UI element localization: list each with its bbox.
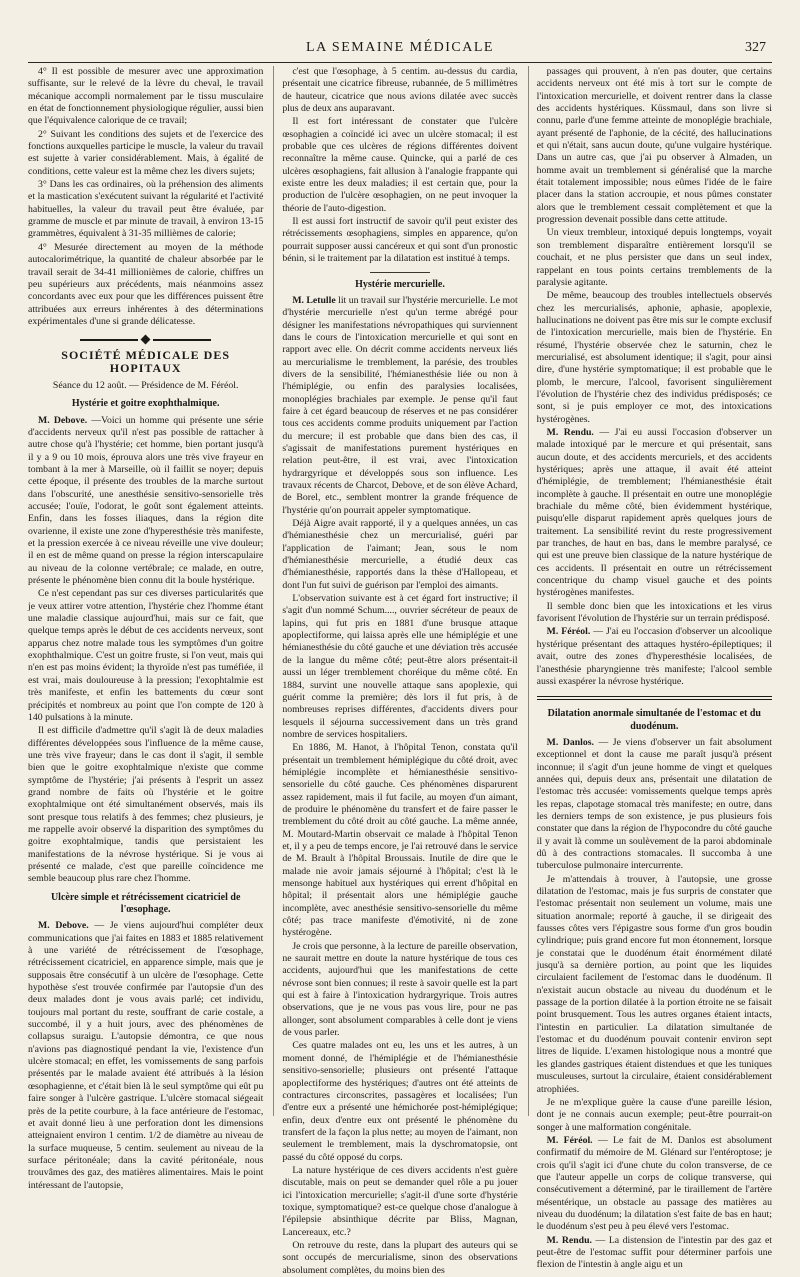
article-title: Hystérie et goitre exophthalmique. [71, 398, 220, 410]
paragraph: M. Debove. —Voici un homme qui présente une série d'accidents nerveux qu'il n'est pas possible de rattacher à autre chose qu'à l'hystérie; cet homme, bien portant jusqu'à il y a 9 ou 10 mois, éprouva alors une très vive frayeur en tombant à la mer à Marseille, où il faillit se noyer; depuis cette époque, il présente des troubles de la marche surtout dans l'obscurité, une anesthésie sensitivo-sensorielle très accusée; l'ouïe, l'odorat, le goût sont également atteints. Enfin, dans les fosses iliaques, dans la région dite ovarienne, il existe une zone d'hyperesthésie très manifeste, et la pression exercée à ce niveau réveille une vive douleur; il en est de même quand on presse la région interscapulaire au niveau de la colonne vertébrale; ce malade, en outre, présente le phénomène bien connu dit la boule hystérique. [28, 414, 264, 587]
speaker-name: M. Féréol. [546, 626, 591, 638]
paragraph: passages qui prouvent, à n'en pas douter, que certains accidents nerveux ont été mis à tort sur le compte de l'intoxication mercurielle, et doivent rentrer dans la classe des accidents hystériques. Küssmaul, dans son livre si connu, parle d'une femme atteinte de monoplégie brachiale, ayant présenté de l'aphonie, de la cécité, des hallucinations et qui n'était, sans aucun doute, qu'une vulgaire hystérique. Dans un autre cas, que j'ai pu observer à Almaden, un homme avait un tremblement si généralisé que la marche était totalement impossible; nous eûmes l'idée de le faire placer dans la station accroupie, et nous pûmes constater alors que le tremblement cessait complètement et que la progression devenait possible dans cette attitude. [536, 66, 772, 226]
page-header [28, 40, 772, 58]
divider [537, 696, 772, 700]
paragraph: M. Féréol. — Le fait de M. Danlos est absolument confirmatif du mémoire de M. Glénard sur l'entéroptose; je crois qu'il s'agit ici d'une chute du colon transverse, de ce que l'auteur appelle un corps de colique transverse, qui consécutivement a déterminé, par le tiraillement de l'artère mésentérique, un obstacle au passage des matières au niveau du duodénum; la dilatation s'est faite de bas en haut; le duodénum s'est peu à peu élevé vers l'estomac. [536, 1134, 772, 1233]
paragraph: L'observation suivante est à cet égard fort instructive; il s'agit d'un nommé Schum...., ouvrier sécréteur de peaux de lapins, qui fut pris en 1881 d'une brusque attaque apoplectiforme, qui laissa après elle une hémiplégie et une hémianesthésie du côté gauche et une déviation très accusée de la langue du même côté; peut-être alors présentait-il aussi un léger tremblement choréique du même côté. En 1884, survint une nouvelle attaque sans apoplexie, qui guérit comme la première; dès lors il fut pris, à de nombreuses reprises différentes, d'accidents divers pour lesquels il séjourna successivement dans un très grand nombre de services hospitaliers. [282, 593, 518, 740]
paragraph: On retrouve du reste, dans la plupart des auteurs qui se sont occupés de mercurialisme, sinon des observations absolument complètes, du moins bien des [282, 1239, 518, 1276]
paragraph: Il semble donc bien que les intoxications et les virus favorisent l'évolution de l'hystérie sur un terrain prédisposé. [536, 600, 772, 625]
paragraph: Il est difficile d'admettre qu'il s'agit là de deux maladies différentes développées sous l'influence de la même cause, une très vive frayeur; dans le cas dont il s'agit, il semble bien que le goitre exophtalmique n'existe que comme symptôme de l'hystérie; j'ai présents à l'esprit un assez grand nombre de faits où l'hystérie et le goitre exophtalmique ont été simultanément observés, mais ils sont presque tous relatifs à des femmes; chez plusieurs, je me rappelle avoir observé la disparition des symptômes du goitre exophtalmique, tandis que persistaient les manifestations de la névrose hystérique. Si je vous ai présenté ce malade, c'est que pareille coïncidence me semble beaucoup plus rare chez l'homme. [28, 725, 264, 885]
speaker-name: M. Letulle [292, 294, 336, 306]
article-title: Hystérie mercurielle. [355, 278, 445, 290]
article-title: Dilatation anormale simultanée de l'estomac et du duodénum. [547, 708, 761, 732]
journal-title: LA SEMAINE MÉDICALE [306, 40, 494, 55]
paragraph: Ces quatre malades ont eu, les uns et les autres, à un moment donné, de l'hémiplégie et de l'hémianesthésie sensitivo-sensorielle; plusieurs ont présenté l'attaque apoplectiforme des hystériques; d'autres ont été atteints de contractures circonscrites, passagères et localisées; l'un d'entre eux a présenté une hémichorée post-hémiplégique; enfin, deux d'entre eux ont présenté le phénomène du transfert de la façon la plus nette; au moyen de l'aimant, non seulement le tremblement, mais la dyschromatopsie, ont passé du côté opposé du corps. [282, 1040, 518, 1163]
paragraph: c'est que l'œsophage, à 5 centim. au-dessus du cardia, présentait une cicatrice fibreuse, rubannée, de 5 millimètres de hauteur, cicatrice que nous avions dilatée avec succès plus de deux ans auparavant. [282, 66, 518, 115]
paragraph: Je crois que personne, à la lecture de pareille observation, ne saurait mettre en doute la nature hystérique de tous ces accidents, aujourd'hui que les manifestations de cette névrose sont bien connues; il reste à savoir quelle est la part qui est à faire à l'intoxication hydrargyrique. Trois autres observations, que je ne vous pas vous lire, pour ne pas allonger, sont absolument comparables à celle dont je viens de vous parler. [282, 940, 518, 1039]
paragraph: Je m'attendais à trouver, à l'autopsie, une grosse dilatation de l'estomac, mais je fus surpris de constater que l'estomac présentait non seulement un volume, mais une situation anormale; reporté à gauche, il se dirigeait des fausses côtes vers l'épigastre sous forme d'un gros boudin cylindrique; puis grand encore fut mon étonnement, lorsque je constatai que le duodénum était énormément dilaté jusqu'à sa dernière portion, au point que les liquides circulaient facilement de l'estomac dans le duodénum. Il n'existait aucun obstacle au niveau du duodénum et le passage de la portion dilatée à la portion étroite ne se faisait point brusquement. Tous les autres organes étaient intacts, l'intestin en particulier. La dilatation simultanée de l'estomac et du duodénum pouvait contenir environ sept litres de liquide. L'examen histologique nous a montré que les glandes gastriques étaient distendues et que les tuniques musculeuses, surtout la circulaire, étaient considérablement atrophiées. [536, 873, 772, 1095]
paragraph: M. Debove. — Je viens aujourd'hui compléter deux communications que j'ai faites en 1883 et 1885 relativement à une variété de rétrécissement de l'œsophage, rétrécissement cicatriciel, en apparence simple, mais que je supposais être consécutif à un ulcère de l'œsophage. Cette hypothèse s'est trouvée confirmée par l'autopsie d'un des deux malades dont je vous avais parlé; cet individu, toujours mal portant du reste, souffrant de carie costale, a succombé, il y a huit jours, avec des phénomènes de collapsus suraigu. L'autopsie démontra, ce que nous n'avions pas diagnostiqué pendant la vie, l'existence d'un ulcère stomacal; en effet, les vomissements de sang parfois présentés par le malade avaient été attribués à la lésion œsophagienne, et c'était bien là le seul symptôme qui eût pu faire songer à l'ulcère gastrique. L'ulcère stomacal siégeait près de la petite courbure, à la face antérieure de l'estomac, et avait donné lieu à une perforation dont les dimensions atteignaient environ 1 centim. 1/2 de diamètre au niveau de la surface muqueuse, 5 centim. seulement au niveau de la surface péritonéale; dans la cavité péritonéale, nous trouvâmes des gaz, des matières alimentaires. Mais le point intéressant de l'autopsie, [28, 920, 264, 1191]
paragraph: Il est aussi fort instructif de savoir qu'il peut exister des rétrécissements œsophagiens, simples en apparence, qu'on pourrait supposer aussi cancéreux et qui sont d'un pronostic bénin, si le traitement par la dilatation est institué à temps. [282, 216, 518, 265]
paragraph: M. Letulle lit un travail sur l'hystérie mercurielle. Le mot d'hystérie mercurielle n'est qu'un terme abrégé pour désigner les manifestations névropathiques qui surviennent dans le cours de l'intoxication mercurielle et qui sont en rapport avec elle. On décrit comme accidents nerveux liés au mercurialisme le tremblement, la parésie, des troubles divers de la sensibilité, l'hémianesthésie liée ou non à l'hémiplégie, ou enfin des paralysies localisées, monoplégies brachiales par exemple. Je pense qu'il faut faire à cet égard beaucoup de réserves et ne pas considérer tous ces accidents comme produits uniquement par l'action du mercure; il est probable que dans bien des cas, il s'agissait de manifestations purement hystériques en relation peut-être, il est vrai, avec l'intoxication hydrargyrique et développés sous son influence. Les travaux récents de Charcot, Debove, et de son élève Achard, de Borel, etc., semblent montrer la grande fréquence de l'hystérie qu'on pourrait appeler symptomatique. [282, 294, 518, 516]
paragraph: Déjà Aigre avait rapporté, il y a quelques années, un cas d'hémianesthésie chez un mercurialisé, guéri par l'application de l'aimant; Jean, sous le nom d'hémianesthésie mercurielle, a étudié deux cas d'hémianesthésie, rapportés dans la thèse d'Hallopeau, et dont l'un fut suivi de guérison par l'emploi des aimants. [282, 518, 518, 591]
paragraph: De même, beaucoup des troubles intellectuels observés chez les mercurialisés, aphonie, aphasie, apoplexie, hallucinations ne doivent pas être mis sur le compte exclusif de l'intoxication mercurielle, mais bien de l'hystérie. En résumé, l'hystérie observée chez le saturnin, chez le mercurialisé, est absolument identique; il s'agit, pour ainsi dire, d'une hystérie symptomatique; il est probable que le plomb, le mercure, l'alcool, favorisent singulièrement l'évolution de l'hystérie chez des individus prédisposés; ce sont, si je puis employer ce mot, des intoxications hystérogènes. [536, 290, 772, 425]
paragraph: La nature hystérique de ces divers accidents n'est guère discutable, mais on peut se demander quel rôle a pu jouer ici l'intoxication mercurielle; s'agit-il d'une sorte d'hystérie toxique, symptomatique? est-ce quelque chose d'analogue à l'épilepsie absinthique décrite par Bliss, Magnan, Lancereaux, etc.? [282, 1164, 518, 1238]
speaker-name: M. Rendu. [546, 426, 594, 438]
paragraph: Je ne m'explique guère la cause d'une pareille lésion, dont je ne connais aucun exemple; peut-être pourrait-on songer à une malformation congénitale. [536, 1096, 772, 1133]
paragraph: Ce n'est cependant pas sur ces diverses particularités que je veux attirer votre attention, l'hystérie chez l'homme étant une maladie classique aujourd'hui, mais sur ce fait, que quelque temps après le début de ces accidents nerveux, sont apparus chez notre malade tous les symptômes d'un goitre exophthalmique. C'est un goitre fruste, si l'on veut, mais qui n'en est pas moins évident; la thyroïde n'est pas tuméfiée, il est vrai, mais douloureuse à la pression; l'exophtalmie est très manifeste, et enfin les battements du cœur sont précipités et nombreux au point que l'on compte de 120 à 140 pulsations à la minute. [28, 588, 264, 723]
article-title: Ulcère simple et rétrécissement cicatriciel de l'œsophage. [50, 891, 241, 915]
page-number: 327 [745, 40, 766, 55]
session-line: Séance du 12 août. — Présidence de M. Féréol. [52, 379, 239, 391]
paragraph: M. Danlos. — Je viens d'observer un fait absolument exceptionnel et dont la cause me paraît jusqu'à présent inconnue; il s'agit d'un jeune homme de vingt et quelques années qui, depuis deux ans, présentait une dilatation de l'estomac très accusée: vomissements quelque temps après les repas, clapotage stomacal très manifeste; en outre, dans les derniers temps de son existence, je pus plusieurs fois constater que dans la région de l'hypocondre du côté gauche il y avait là comme un soulèvement de la paroi abdominale dû à des contractions stomacales. Il succomba à une tuberculose pulmonaire intercurrente. [536, 736, 772, 872]
header-rule [28, 62, 772, 63]
paragraph: M. Rendu. — La distension de l'intestin par des gaz et peut-être de l'estomac suffit pour déterminer parfois une flexion de l'intestin à angle aigu et un [536, 1234, 772, 1271]
speaker-name: M. Rendu. [546, 1234, 592, 1246]
section-ornament [28, 336, 263, 343]
speaker-name: M. Debove. [38, 920, 89, 932]
paragraph: Un vieux trembleur, intoxiqué depuis longtemps, voyait son tremblement disparaître entièrement lorsqu'il se couchait, et ne plus persister que dans un seul index, rappelant en tous points certains tremblements de la paralysie agitante. [536, 227, 772, 288]
paragraph: M. Rendu. — J'ai eu aussi l'occasion d'observer un malade intoxiqué par le mercure et qui présentait, sans aucun doute, et des accidents mercuriels, et des accidents hystériques; après une attaque, il avait été atteint d'hémiplégie, de tremblement; l'hémianesthésie était incomplète à gauche. Il présentait en outre une monoplégie brachiale du même côté, bien évidemment hystérique, puisqu'elle disparut rapidement après quelques jours de traitement. La sensibilité revint du reste progressivement par tranches, de haut en bas, dans le membre paralysé, ce qui est une preuve bien classique de la nature hystérique de ces accidents. Il présentait en outre un rétrécissement concentrique du champ visuel gauche et des points hystérogènes manifestes. [536, 426, 772, 599]
text-columns [28, 66, 772, 1276]
society-title: SOCIÉTÉ MÉDICALE DES HOPITAUX [61, 348, 231, 375]
paragraph: 3° Dans les cas ordinaires, où la préhension des aliments et la mastication s'exécutent suivant la régularité et l'activité habituelles, la valeur du travail peut être évaluée, par gramme de muscle et par minute de travail, à environ 13-15 grammètres, équivalent à 31-35 millièmes de calorie; [28, 179, 264, 240]
paragraph: 4° Il est possible de mesurer avec une approximation suffisante, sur le relevé de la lèvre du cheval, le travail mécanique accompli normalement par le tissu musculaire en état de fonctionnement physiologique régulier, aussi bien que l'équivalence calorique de ce travail; [28, 66, 264, 127]
column-2 [273, 66, 518, 1276]
column-3 [528, 66, 772, 1271]
divider [370, 272, 430, 273]
paragraph: En 1886, M. Hanot, à l'hôpital Tenon, constata qu'il présentait un tremblement hémiplégique du côté droit, avec hémiplégie incomplète et hémianesthésie sensitivo-sensorielle du côté gauche. Ces phénomènes disparurent assez rapidement, mais il fut facile, au moyen d'un aimant, de produire le phénomène du transfert et de faire passer le tremblement du côté droit au côté gauche. La même année, M. Moutard-Martin observait ce malade à l'hôpital Tenon et, il y a peu de temps encore, je l'ai retrouvé dans le service de M. Brault à l'hôpital Broussais. Inutile de dire que le malade nie avoir jamais séjourné à l'hôpital; c'est là le mensonge habituel aux hystériques qui errent d'hôpital en hôpital; il présentait alors une hémiplégie gauche incomplète, avec anesthésie sensitivo-sensorielle du même côté; pas trace manifeste d'émotivité, ni de zone hystérogène. [282, 742, 518, 939]
paragraph: Il est fort intéressant de constater que l'ulcère œsophagien a coïncidé ici avec un ulcère stomacal; il est probable que ces ulcères de régions différentes doivent reconnaître la même cause. Quincke, qui a parlé de ces ulcères œsophagiens, fait allusion à l'analogie frappante qui existe entre les deux maladies; il est certain que, pour la production de l'ulcère œsophagien, on ne peut invoquer la théorie de l'auto-digestion. [282, 116, 518, 214]
speaker-name: M. Féréol. [546, 1134, 593, 1146]
paragraph: 4° Mesurée directement au moyen de la méthode autocalorimétrique, la quantité de chaleur absorbée par le travail serait de 34-41 millionièmes de calorie, chiffres un peu supérieurs aux précédents, mais néanmoins assez concordants avec eux pour que les différences puissent être attribuées aux erreurs inhérentes à des déterminations expérimentales d'une si grande délicatesse. [28, 241, 264, 327]
column-1 [28, 66, 264, 1191]
paragraph: 2° Suivant les conditions des sujets et de l'exercice des fonctions auxquelles participe le muscle, la valeur du travail est sujette à varier considérablement. Mais, à égalité de conditions, cette valeur est la même chez les divers sujets; [28, 128, 264, 177]
speaker-name: M. Danlos. [546, 736, 594, 748]
paragraph: M. Féréol. — J'ai eu l'occasion d'observer un alcoolique hystérique présentant des attaques hystéro-épileptiques; il avait, outre des zones d'hyperesthésie localisées, de l'anesthésie pharyngienne très manifeste; l'alcool semble aussi exaspérer la névrose hystérique. [536, 626, 772, 687]
speaker-name: M. Debove. [38, 414, 88, 426]
